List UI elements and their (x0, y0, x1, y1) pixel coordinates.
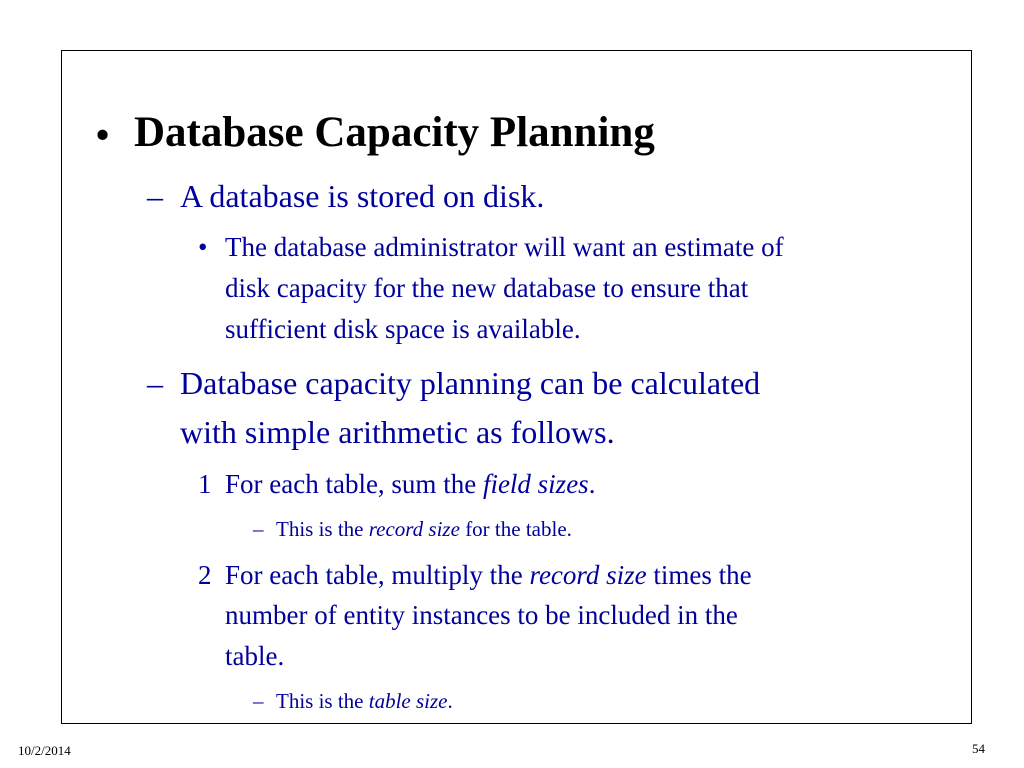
point2-line-1: Database capacity planning can be calculated (180, 365, 761, 401)
step2-emphasis: record size (529, 560, 647, 590)
step2-note-emphasis: table size (368, 689, 448, 713)
step1-text: For each table, sum the field sizes. (225, 469, 596, 499)
point1-sub-bullet: • (198, 232, 208, 262)
heading-bullet: • (95, 112, 111, 159)
step2-note: This is the table size. (276, 689, 453, 713)
page-number: 54 (972, 741, 985, 756)
slide-heading: Database Capacity Planning (134, 109, 655, 156)
step2-line-1: For each table, multiply the record size times the (225, 560, 752, 590)
point1-dash: – (147, 178, 163, 214)
point1-sub-line-3: sufficient disk space is available. (225, 314, 581, 344)
step1-number: 1 (198, 469, 212, 499)
step1-emphasis: field sizes (482, 469, 589, 499)
point1-sub-line-2: disk capacity for the new database to ensure that (225, 273, 749, 303)
point2-dash: – (147, 365, 163, 401)
step1-note-emphasis: record size (368, 517, 460, 541)
step2-number: 2 (198, 560, 212, 590)
footer-date: 10/2/2014 (18, 743, 71, 758)
step1-note: This is the record size for the table. (276, 517, 572, 541)
point1-text: A database is stored on disk. (180, 178, 545, 214)
point1-sub-line-1: The database administrator will want an estimate of (225, 232, 784, 262)
step2-note-dash: – (253, 689, 264, 713)
step1-note-dash: – (253, 517, 264, 541)
step2-line-3: table. (225, 641, 285, 671)
point2-line-2: with simple arithmetic as follows. (180, 414, 615, 450)
step2-line-2: number of entity instances to be included in the (225, 600, 738, 630)
